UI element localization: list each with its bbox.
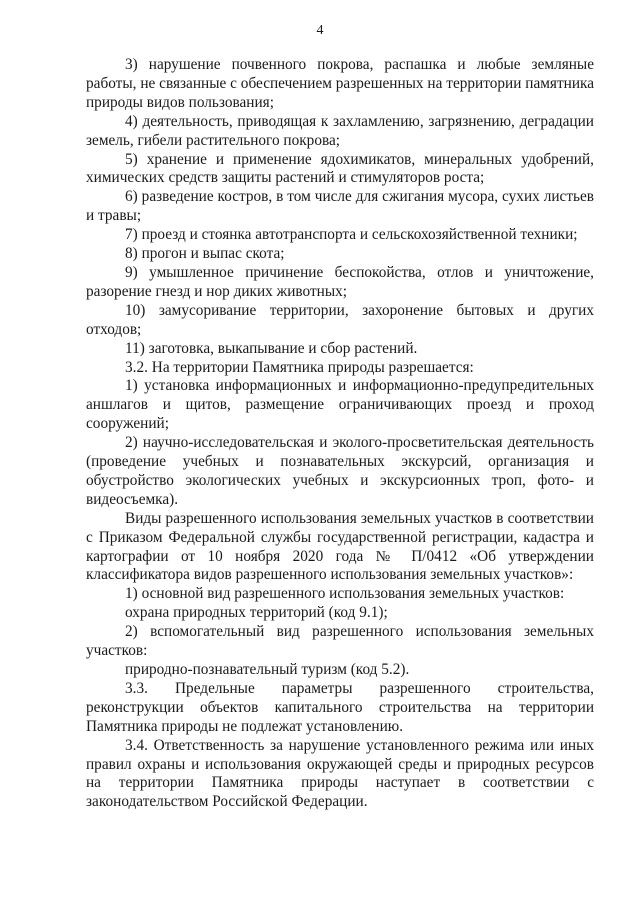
paragraph-prohibition-7: 7) проезд и стоянка автотранспорта и сельскохозяйственной техники; [125,226,578,244]
paragraph-section-3-2: 3.2. На территории Памятника природы разрешается: [125,358,474,376]
paragraph-aux-use: 2) вспомогательный вид разрешенного использования земельных участков: [86,623,594,660]
paragraph-main-use: 1) основной вид разрешенного использования земельных участков: [125,585,565,603]
paragraph-prohibition-11: 11) заготовка, выкапывание и сбор растений. [125,339,418,357]
paragraph-permitted-1: 1) установка информационных и информационно-предупредительных аншлагов и щитов, размещение ограничивающих проезд и проход сооружений; [86,377,594,433]
paragraph-prohibition-4: 4) деятельность, приводящая к захламлению, загрязнению, деградации земель, гибели растительного покрова; [86,112,594,149]
paragraph-prohibition-9: 9) умышленное причинение беспокойства, отлов и уничтожение, разорение гнезд и нор диких животных; [86,263,594,300]
paragraph-aux-use-code: природно-познавательный туризм (код 5.2). [125,661,410,678]
paragraph-prohibition-5: 5) хранение и применение ядохимикатов, минеральных удобрений, химических средств защиты растений и стимуляторов роста; [86,150,594,187]
paragraph-section-3-3: 3.3. Предельные параметры разрешенного строительства, реконструкции объектов капитального строительства на территории Памятника природы не подлежат установлению. [86,679,594,735]
paragraph-prohibition-6: 6) разведение костров, в том числе для сжигания мусора, сухих листьев и травы; [86,188,594,225]
paragraph-main-use-code: охрана природных территорий (код 9.1); [125,604,388,622]
paragraph-section-3-4: 3.4. Ответственность за нарушение установленного режима или иных правил охраны и использования окружающей среды и природных ресурсов на территории Памятника природы наступает в соответствии с законодательством Российской Федерации. [86,736,594,811]
page-number: 4 [316,23,324,38]
paragraph-prohibition-10: 10) замусоривание территории, захоронение бытовых и других отходов; [86,301,594,338]
paragraph-prohibition-8: 8) прогон и выпас скота; [125,245,285,263]
paragraph-permitted-2: 2) научно-исследовательская и эколого-просветительская деятельность (проведение учебных и познавательных экскурсий, организация и обустройство экологических учебных и экскурсионных троп, фото- и видеосъемка). [86,434,594,508]
paragraph-prohibition-3: 3) нарушение почвенного покрова, распашка и любые земляные работы, не связанные с обеспечением разрешенных на территории памятника природы видов пользования; [86,56,594,111]
paragraph-land-use-types: Виды разрешенного использования земельных участков в соответствии с Приказом Федеральной службы государственной регистрации, кадастра и картографии от 10 ноября 2020 года № П/0412 «Об утверждении классификатора видов разрешенного использования земельных участков»: [86,509,594,584]
document-body [86,56,594,812]
